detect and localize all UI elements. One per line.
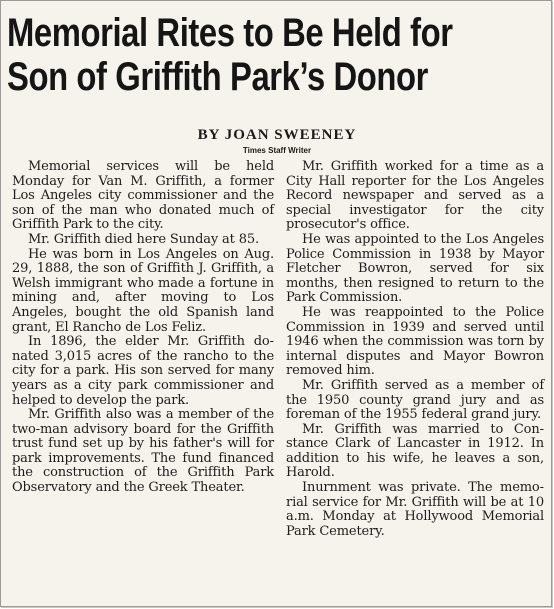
paragraph: He was reappointed to the Police Commission in 1939 and served until 1946 when the commission was torn by internal disputes and Mayor Bowron removed him. xyxy=(286,304,544,379)
byline-title: Times Staff Writer xyxy=(242,146,312,155)
paragraph: Memorial services will be held Monday for Van M. Griffith, a former Los Angeles city commissioner and the son of the man who donated much of Griffith Park to the city. xyxy=(12,159,274,233)
byline: BY JOAN SWEENEY xyxy=(197,127,357,143)
article-column-right xyxy=(286,160,544,539)
paragraph: Mr. Griffith died here Sunday at 85. xyxy=(28,231,259,247)
paragraph: In 1896, the elder Mr. Griffith donated 3,015 acres of the rancho to the city for a park. His son served for many years as a city park commissioner and helped to develop the park. xyxy=(12,334,274,408)
paragraph: Mr. Griffith served as a member of the 1950 county grand jury and as foreman of the 1955 federal grand jury. xyxy=(286,377,544,423)
article-column-left xyxy=(12,160,274,496)
paragraph: He was born in Los Angeles on Aug. 29, 1888, the son of Griffith J. Griffith, a Welsh immigrant who made a fortune in mining and, after moving to Los Angeles, bought the old Spanish land grant, El Rancho de Los Feliz. xyxy=(12,246,274,335)
paragraph: Mr. Griffith was married to Constance Clark of Lancaster in 1912. In addition to his wife, he leaves a son, Harold. xyxy=(286,421,544,481)
paragraph: Inurnment was private. The memorial service for Mr. Griffith will be at 10 a.m. Monday at Hollywood Memorial Park Cemetery. xyxy=(286,480,544,539)
headline xyxy=(7,11,453,99)
paragraph: Mr. Griffith worked for a time as a City Hall reporter for the Los Angeles Record newspaper and served as a special investigator for the city prosecutor's office. xyxy=(286,159,544,233)
paragraph: Mr. Griffith also was a member of the two-man advisory board for the Griffith trust fund set up by his father's will for park improvements. The fund financed the construction of the Griffith Park Observatory and the Greek Theater. xyxy=(12,407,274,496)
paragraph: He was appointed to the Los Angeles Police Commission in 1938 by Mayor Fletcher Bowron, served for six months, then resigned to return to the Park Commission. xyxy=(286,231,544,306)
headline-line-2: Son of Griffith Park’s Donor xyxy=(7,55,429,99)
headline-line-1: Memorial Rites to Be Held for xyxy=(7,11,453,55)
